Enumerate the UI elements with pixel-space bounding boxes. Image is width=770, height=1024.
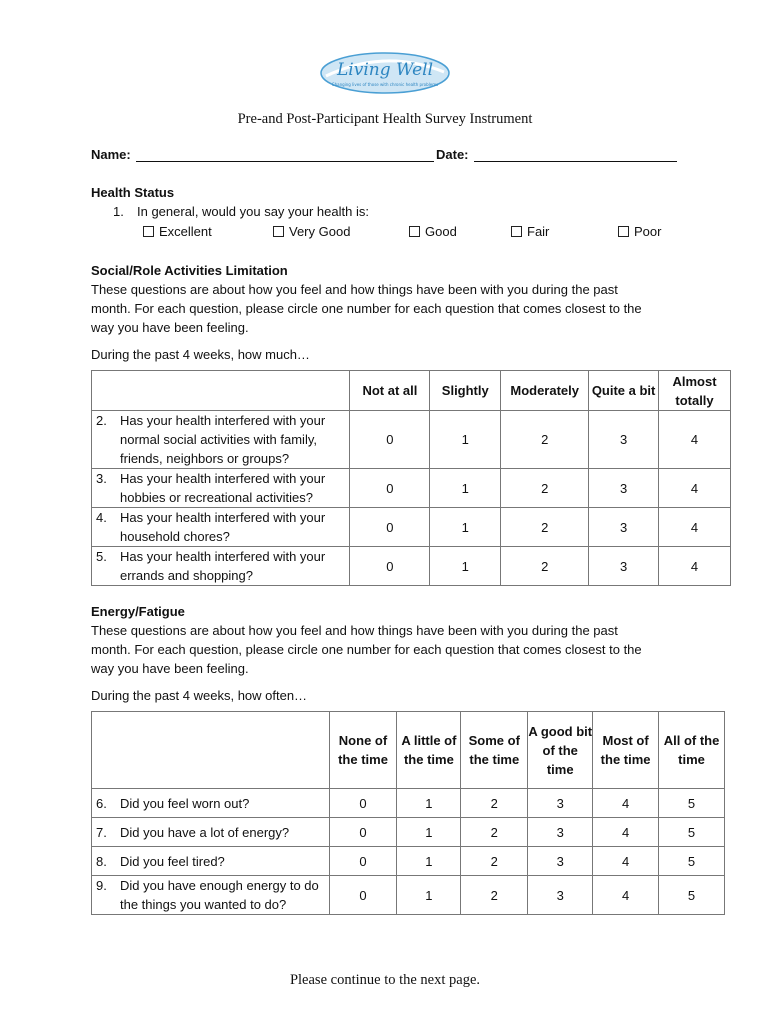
social-table [91,370,731,586]
question-text: Has your health interfered with your normal social activities with family, friends, neighbors or groups? [120,413,326,466]
energy-intro: These questions are about how you feel and how things have been with you during the past month. For each question, please circle one number for each question that comes closest to the way you have been feeling. [91,623,642,676]
column-header: Quite a bit [589,371,659,411]
question-text: Did you have enough energy to do the things you wanted to do? [120,878,319,912]
answer-cell[interactable]: 3 [589,508,659,547]
question-text: Did you feel worn out? [120,795,250,811]
checkbox-icon[interactable] [511,226,522,237]
answer-cell[interactable]: 2 [501,508,589,547]
question-1-text: In general, would you say your health is: [137,204,369,219]
answer-cell[interactable]: 4 [593,847,659,876]
column-header: A little of the time [397,712,461,789]
social-prompt: During the past 4 weeks, how much… [91,347,310,362]
energy-table [91,711,725,915]
question-text: Has your health interfered with your errands and shopping? [120,549,326,583]
answer-cell[interactable]: 0 [350,469,430,508]
answer-cell[interactable]: 4 [593,818,659,847]
table-row: 5. Has your health interfered with your errands and shopping? 0 1 2 3 4 [92,547,731,586]
option-excellent[interactable]: Excellent [143,224,212,239]
column-header: A good bit of the time [528,712,593,789]
checkbox-icon[interactable] [409,226,420,237]
social-intro: These questions are about how you feel and how things have been with you during the past month. For each question, please circle one number for each question that comes closest to the way you have been feeling. [91,282,642,335]
answer-cell[interactable]: 1 [430,547,501,586]
continue-note: Please continue to the next page. [289,972,481,988]
svg-text:Changing lives of those with c: Changing lives of those with chronic health problems [331,82,439,87]
column-header: None of the time [329,712,397,789]
column-header: Some of the time [461,712,528,789]
checkbox-icon[interactable] [273,226,284,237]
answer-cell[interactable]: 4 [659,411,731,469]
living-well-logo [318,50,452,96]
table-row: 7. Did you have a lot of energy? 0 1 2 3 4 5 [92,818,725,847]
answer-cell[interactable]: 5 [659,789,725,818]
answer-cell[interactable]: 4 [659,469,731,508]
date-label: Date: [436,147,469,162]
table-row: 2. Has your health interfered with your normal social activities with family, friends, neighbors or groups? 0 1 2 3 4 [92,411,731,469]
name-field[interactable] [136,161,434,162]
column-header: All of the time [659,712,725,789]
answer-cell[interactable]: 4 [593,789,659,818]
answer-cell[interactable]: 5 [659,847,725,876]
answer-cell[interactable]: 1 [397,789,461,818]
answer-cell[interactable]: 1 [397,847,461,876]
table-row: 6. Did you feel worn out? 0 1 2 3 4 5 [92,789,725,818]
question-text: Did you have a lot of energy? [120,824,290,840]
answer-cell[interactable]: 2 [501,411,589,469]
answer-cell[interactable]: 4 [593,876,659,915]
svg-text:Living Well: Living Well [336,60,434,80]
answer-cell[interactable]: 3 [589,469,659,508]
answer-cell[interactable]: 3 [528,789,593,818]
column-header: Not at all [350,371,430,411]
answer-cell[interactable]: 2 [461,789,528,818]
answer-cell[interactable]: 3 [589,547,659,586]
answer-cell[interactable]: 0 [329,847,397,876]
answer-cell[interactable]: 5 [659,818,725,847]
option-fair[interactable]: Fair [511,224,549,239]
page-title: Pre-and Post-Participant Health Survey Instrument [237,111,533,127]
answer-cell[interactable]: 0 [329,789,397,818]
answer-cell[interactable]: 2 [461,847,528,876]
table-row: 4. Has your health interfered with your household chores? 0 1 2 3 4 [92,508,731,547]
table-header-row [92,371,731,411]
option-very-good[interactable]: Very Good [273,224,350,239]
answer-cell[interactable]: 0 [350,547,430,586]
option-poor[interactable]: Poor [618,224,661,239]
answer-cell[interactable]: 2 [501,469,589,508]
energy-prompt: During the past 4 weeks, how often… [91,688,308,703]
question-text: Has your health interfered with your hobbies or recreational activities? [120,471,326,505]
answer-cell[interactable]: 1 [397,818,461,847]
column-header: Moderately [501,371,589,411]
answer-cell[interactable]: 3 [528,876,593,915]
answer-cell[interactable]: 5 [659,876,725,915]
answer-cell[interactable]: 0 [329,876,397,915]
checkbox-icon[interactable] [618,226,629,237]
question-text: Has your health interfered with your household chores? [120,510,326,544]
column-header: Almost totally [659,371,731,411]
answer-cell[interactable]: 1 [397,876,461,915]
answer-cell[interactable]: 2 [501,547,589,586]
social-heading: Social/Role Activities Limitation [91,263,288,278]
answer-cell[interactable]: 0 [329,818,397,847]
checkbox-icon[interactable] [143,226,154,237]
answer-cell[interactable]: 1 [430,469,501,508]
answer-cell[interactable]: 3 [589,411,659,469]
table-header-row [92,712,725,789]
energy-heading: Energy/Fatigue [91,604,185,619]
answer-cell[interactable]: 1 [430,508,501,547]
answer-cell[interactable]: 2 [461,818,528,847]
question-1-number: 1. [113,204,124,219]
answer-cell[interactable]: 0 [350,508,430,547]
date-field[interactable] [474,161,677,162]
table-row: 9. Did you have enough energy to do the things you wanted to do? 0 1 2 3 4 5 [92,876,725,915]
answer-cell[interactable]: 2 [461,876,528,915]
name-label: Name: [91,147,131,162]
answer-cell[interactable]: 1 [430,411,501,469]
answer-cell[interactable]: 4 [659,547,731,586]
answer-cell[interactable]: 3 [528,847,593,876]
table-row: 3. Has your health interfered with your hobbies or recreational activities? 0 1 2 3 4 [92,469,731,508]
health-status-heading: Health Status [91,185,175,200]
answer-cell[interactable]: 0 [350,411,430,469]
column-header: Slightly [430,371,501,411]
answer-cell[interactable]: 4 [659,508,731,547]
option-good[interactable]: Good [409,224,457,239]
question-text: Did you feel tired? [120,853,225,869]
table-row: 8. Did you feel tired? 0 1 2 3 4 5 [92,847,725,876]
answer-cell[interactable]: 3 [528,818,593,847]
column-header: Most of the time [593,712,659,789]
